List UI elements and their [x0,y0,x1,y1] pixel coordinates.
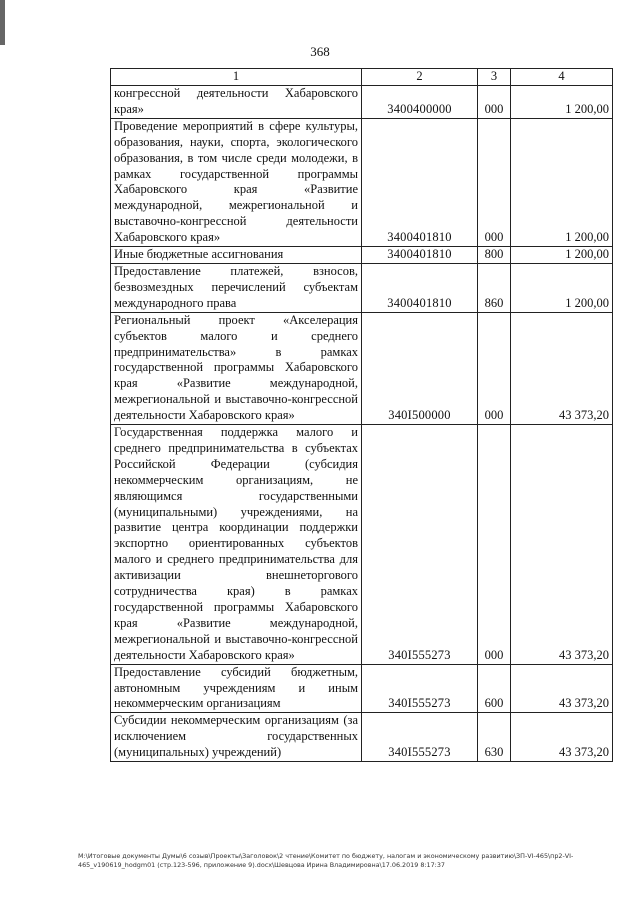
header-cell-sum: 4 [511,69,613,86]
table-row [111,263,613,312]
cell-code: 3400400000 [362,86,478,119]
table-row [111,312,613,424]
cell-name: Региональный проект «Акселерация субъектов малого и среднего предпринимательства» в рамках государственной программы Хабаровского края «Развитие международной, межрегиональной и выставочно-конгрессной деятельности Хабаровского края» [111,312,362,424]
cell-name: Субсидии некоммерческим организациям (за исключением государственных (муниципальных) учреждений) [111,713,362,762]
cell-sum: 43 373,20 [511,425,613,665]
cell-kind: 630 [478,713,511,762]
cell-kind: 600 [478,664,511,713]
cell-kind: 000 [478,86,511,119]
cell-code: 340I555273 [362,425,478,665]
cell-name: Государственная поддержка малого и среднего предпринимательства в субъектах Российской Федерации (субсидия некоммерческим организациям, не являющимся государственными (муниципальными) учреждениями, на развитие центра координации поддержки экспортно ориентированных субъектов малого и среднего предпринимательства для активизации внешнеторгового сотрудничества края) в рамках государственной программы Хабаровского края «Развитие международной, межрегиональной и выставочно-конгрессной деятельности Хабаровского края» [111,425,362,665]
cell-kind: 000 [478,425,511,665]
cell-sum: 1 200,00 [511,86,613,119]
table-row [111,664,613,713]
cell-sum: 1 200,00 [511,263,613,312]
cell-name: Иные бюджетные ассигнования [111,247,362,264]
cell-sum: 1 200,00 [511,247,613,264]
cell-kind: 800 [478,247,511,264]
cell-kind: 000 [478,312,511,424]
cell-code: 340I500000 [362,312,478,424]
page-number: 368 [310,44,330,59]
header-cell-code: 2 [362,69,478,86]
cell-sum: 43 373,20 [511,312,613,424]
cell-sum: 43 373,20 [511,713,613,762]
document-footer-path: M:\Итоговые документы Думы\6 созыв\Проекты\Заголовок\2 чтение\Комитет по бюджету, налогам и экономическому развитию\ЗП-VI-465\пр2-VI-465_v190619_hodgm01 (стр.123-596, приложение 9).docx\Шевцова Ирина Владимировна\17.06.2019 8:17:37 [78,852,574,869]
cell-code: 3400401810 [362,247,478,264]
cell-name: конгрессной деятельности Хабаровского края» [111,86,362,119]
cell-sum: 1 200,00 [511,118,613,246]
cell-code: 340I555273 [362,664,478,713]
cell-code: 3400401810 [362,118,478,246]
table-row [111,713,613,762]
table-row [111,425,613,665]
table-row [111,247,613,264]
cell-name: Проведение мероприятий в сфере культуры, образования, науки, спорта, экологического образования, в том числе среди молодежи, в рамках государственной программы Хабаровского края «Развитие международной, межрегиональной и выставочно-конгрессной деятельности Хабаровского края» [111,118,362,246]
cell-sum: 43 373,20 [511,664,613,713]
budget-table [110,68,613,762]
header-cell-name: 1 [111,69,362,86]
cell-kind: 000 [478,118,511,246]
scan-edge-mark [0,0,5,45]
table-header-row [111,69,613,86]
cell-name: Предоставление платежей, взносов, безвозмездных перечислений субъектам международного права [111,263,362,312]
cell-kind: 860 [478,263,511,312]
cell-code: 3400401810 [362,263,478,312]
table-row [111,118,613,246]
table-row [111,86,613,119]
cell-name: Предоставление субсидий бюджетным, автономным учреждениям и иным некоммерческим организациям [111,664,362,713]
header-cell-kind: 3 [478,69,511,86]
cell-code: 340I555273 [362,713,478,762]
